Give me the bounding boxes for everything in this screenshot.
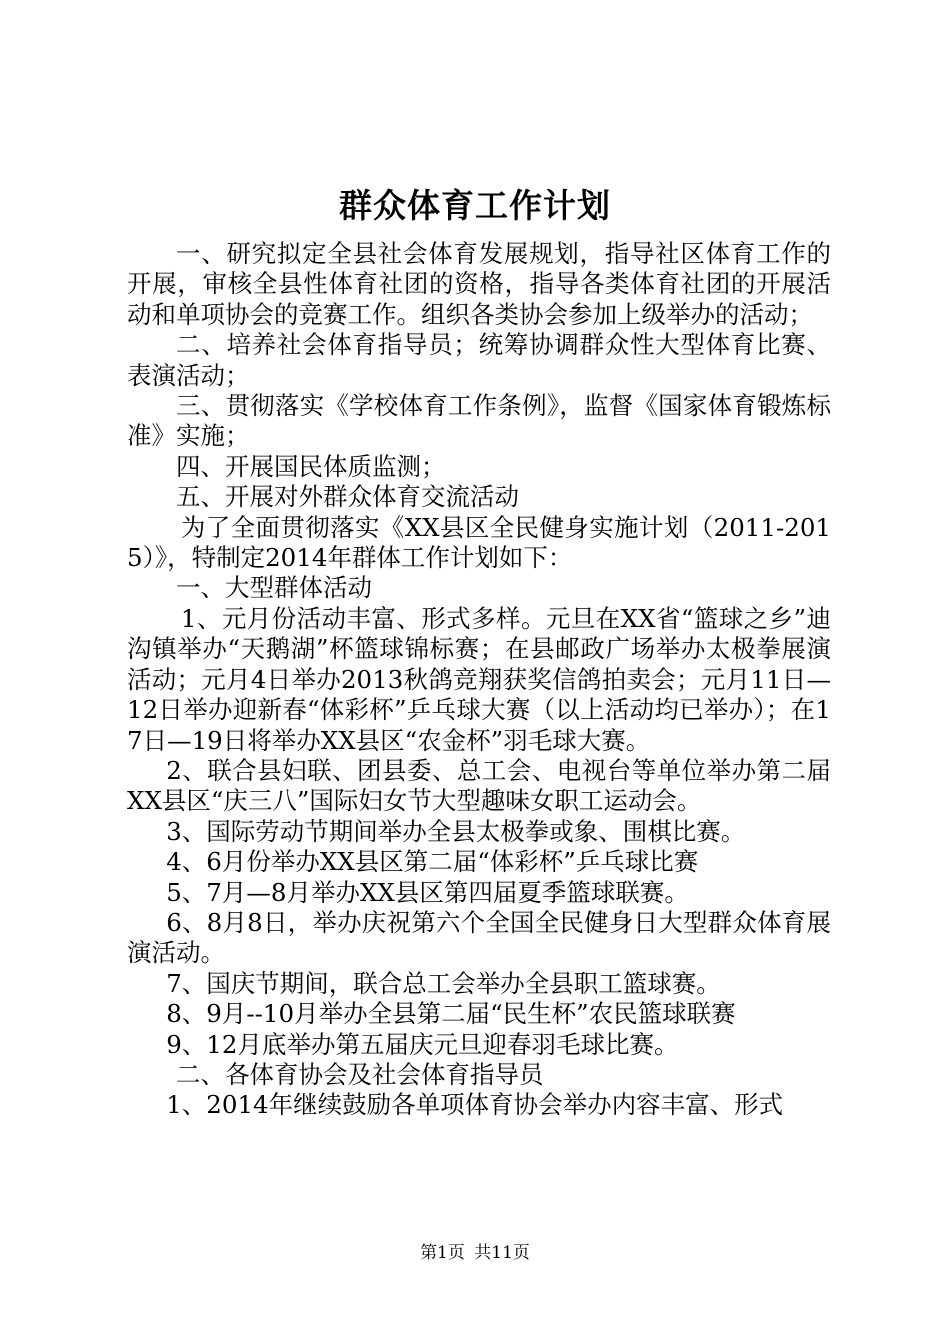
- paragraph-10: 3、国际劳动节期间举办全县太极拳或象、围棋比赛。: [166, 816, 746, 846]
- page-number: 第1页: [420, 1243, 465, 1263]
- page-total: 共11页: [474, 1243, 530, 1263]
- paragraph-1: 一、研究拟定全县社会体育发展规划，指导社区体育工作的开展，审核全县性体育社团的资格，指导各类体育社团的开展活动和单项协会的竞赛工作。组织各类协会参加上级举办的活动；: [127, 239, 831, 329]
- paragraph-9: 2、联合县妇联、团县委、总工会、电视台等单位举办第二届XX县区“庆三八”国际妇女节大型趣味女职工运动会。: [127, 755, 831, 816]
- paragraph-14: 7、国庆节期间，联合总工会举办全县职工篮球赛。: [166, 968, 721, 998]
- document-body: [127, 239, 831, 1121]
- paragraph-12: 5、7月—8月举办XX县区第四届夏季篮球联赛。: [166, 877, 689, 907]
- paragraph-3: 三、贯彻落实《学校体育工作条例》，监督《国家体育锻炼标准》实施；: [127, 391, 831, 451]
- paragraph-13: 6、8月8日，举办庆祝第六个全国全民健身日大型群众体育展演活动。: [127, 907, 831, 968]
- paragraph-5: 五、开展对外群众体育交流活动: [176, 482, 519, 512]
- paragraph-16: 9、12月底举办第五届庆元旦迎春羽毛球比赛。: [166, 1029, 679, 1059]
- paragraph-2: 二、培养社会体育指导员；统筹协调群众性大型体育比赛、表演活动；: [127, 330, 831, 390]
- paragraph-11: 4、6月份举办XX县区第二届“体彩杯”乒乓球比赛: [166, 847, 699, 877]
- paragraph-15: 8、9月--10月举办全县第二届“民生杯”农民篮球联赛: [166, 999, 736, 1029]
- page-footer: [0, 1242, 950, 1264]
- paragraph-7: 一、大型群体活动: [176, 573, 372, 603]
- document-title: 群众体育工作计划: [339, 186, 611, 225]
- paragraph-6: 为了全面贯彻落实《XX县区全民健身实施计划（2011-2015）》，特制定2014年群体工作计划如下：: [127, 512, 831, 573]
- paragraph-17: 二、各体育协会及社会体育指导员: [176, 1059, 544, 1089]
- paragraph-8: 1、元月份活动丰富、形式多样。元旦在XX省“篮球之乡”迪沟镇举办“天鹅湖”杯篮球锦标赛；在县邮政广场举办太极拳展演活动；元月4日举办2013秋鸽竞翔获奖信鸽拍卖会；元月11日—12日举办迎新春“体彩杯”乒乓球大赛（以上活动均已举办）；在17日—19日将举办XX县区“农金杯”羽毛球大赛。: [127, 603, 831, 755]
- paragraph-18: 1、2014年继续鼓励各单项体育协会举办内容丰富、形式: [166, 1090, 784, 1120]
- paragraph-4: 四、开展国民体质监测；: [176, 451, 446, 481]
